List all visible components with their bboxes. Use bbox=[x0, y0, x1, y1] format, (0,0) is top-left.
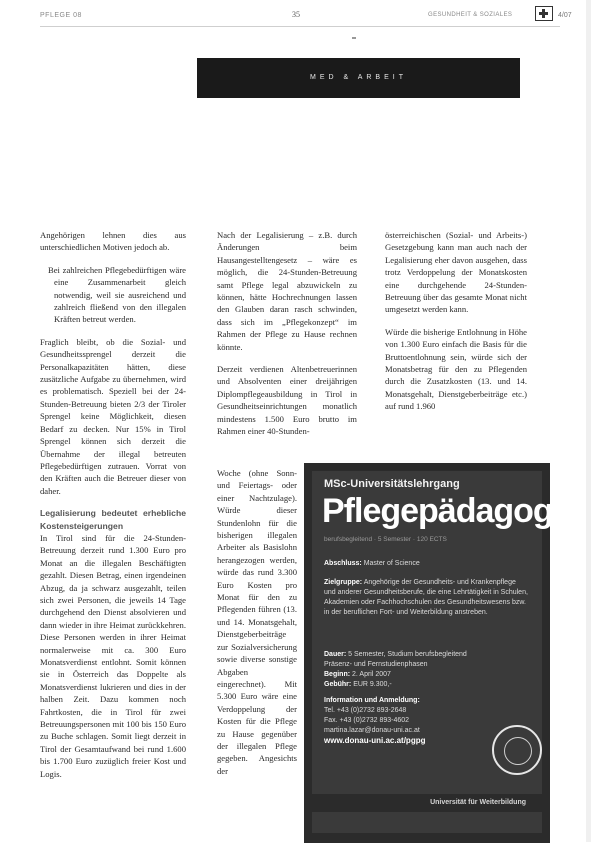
paragraph: österreichischen (Sozial- und Arbeits-) Gesetzgebung kann man auch nach der Legalisierung eher davon ausgehen, dass trotz Verdoppelung der Monatskosten eine durchgehende 24-Stunden-Betreuung über das gesamte Monat nicht umgesetzt werden kann. bbox=[385, 230, 527, 315]
ad-target-label: Zielgruppe: bbox=[324, 579, 363, 586]
ad-degree-label: Abschluss: bbox=[324, 560, 362, 567]
text-column-3 bbox=[385, 229, 527, 423]
page-number: 35 bbox=[292, 10, 300, 19]
page-edge-shadow bbox=[586, 0, 591, 842]
ad-email-link[interactable]: martina.lazar@donau-uni.ac.at bbox=[324, 727, 420, 734]
ad-kicker: MSc-Universitätslehrgang bbox=[324, 478, 460, 490]
section-rubric: MED & ARBEIT bbox=[197, 58, 520, 98]
paragraph: Angehörigen lehnen dies aus unterschiedlichen Motiven jedoch ab. bbox=[40, 230, 186, 253]
course-advertisement bbox=[304, 463, 580, 843]
paragraph: Derzeit verdienen Altenbetreuerinnen und Absolventen einer dreijährigen Diplompflegeausbildung in Tirol in Gesundheitseinrichtungen monatlich mindestens 1.500 Euro brutto im Rahmen einer 40-Stunden- bbox=[217, 364, 357, 437]
ad-degree-value: Master of Science bbox=[363, 560, 420, 567]
ad-dates bbox=[324, 650, 529, 690]
ad-web-link[interactable]: www.donau-uni.ac.at/pgpg bbox=[324, 736, 426, 745]
ad-target-value: Angehörige der Gesundheits- und Krankenpflege und anderer Gesundheitsberufe, die eine Lehrtätigkeit in Schulen, Akademien oder Fachhochschulen des Gesundheitswesens bzw. in der beruflichen Fort- und Weiterbildung anstreben. bbox=[324, 579, 528, 616]
ad-duration-label: Dauer: bbox=[324, 651, 347, 658]
ad-fee-label: Gebühr: bbox=[324, 681, 352, 688]
text-column-2 bbox=[217, 229, 357, 448]
ad-fax: Fax. +43 (0)2732 893-4602 bbox=[324, 717, 410, 724]
paragraph: Nach der Legalisierung – z.B. durch Änderungen beim Hausangestelltengesetz – wäre es möglich, die 24-Stunden-Betreuung samt Pflege legal abzuwickeln zu können, hätte Hochrechnungen lassen den Glauben daran rasch schwinden, dass sich im „Pflegekonzept“ im Rahmen der Pflege zu Hause rechnen könnte. bbox=[217, 230, 357, 352]
ad-title: Pflegepädagogik bbox=[322, 492, 580, 530]
running-head-left: PFLEGE 08 bbox=[40, 12, 82, 19]
ad-phone: Tel. +43 (0)2732 893-2648 bbox=[324, 707, 407, 714]
ad-start-label: Beginn: bbox=[324, 671, 351, 678]
subheading: Legalisierung bedeutet erhebliche Kostensteigerungen bbox=[40, 508, 186, 531]
paragraph: Fraglich bleibt, ob die Sozial- und Gesundheitssprengel derzeit die Personalkapazitäten hätten, diese zusätzliche Aufgabe zu übernehmen, wird es problematisch. Speziell bei der 24-Stunden-Betreuung bieten 2/3 der Tiroler Sprengel keine Möglichkeit, diesen Bedarf zu decken. Nur 15% in Tirol Sprengel können sich derzeit die Übernahme der illegal betreuten Pflegebedürftigen zutrauen. Vorrat von den Kräften auch die Betreuer dieser von daher. bbox=[40, 336, 186, 496]
university-seal-icon bbox=[492, 725, 542, 775]
paragraph: Woche (ohne Sonn- und Feiertags- oder einer Nachtzulage). Würde dieser Stundenlohn für die bisherigen illegalen Arbeiter als Basislohn herangezogen werden, würde das rund 3.300 Euro Kosten pro Monat für den zu Pflegenden führen (13. und 14. Monatsgehalt, Dienstgeberbeiträge zur Sozialversicherung sowie diverse sonstige Abgaben eingerechnet). Mit 5.300 Euro wäre eine Verdoppelung der Kosten für die Pflege zu Hause gegenüber der illegalen Pflege gegeben. Angesichts der bbox=[217, 468, 297, 776]
ad-subtitle: berufsbegleitend · 5 Semester · 120 ECTS bbox=[324, 536, 447, 543]
ad-start-value: 2. April 2007 bbox=[352, 671, 391, 678]
rubric-mark bbox=[352, 37, 356, 39]
header-rule bbox=[40, 26, 560, 27]
ad-duration-value: 5 Semester, Studium berufsbegleitend bbox=[348, 651, 467, 658]
text-column-2-narrow bbox=[217, 467, 297, 787]
ad-fee-value: EUR 9.300,- bbox=[353, 681, 392, 688]
ad-info-label: Information und Anmeldung: bbox=[324, 697, 420, 704]
ad-location: Präsenz- und Fernstudienphasen bbox=[324, 661, 428, 668]
cross-logo-icon bbox=[535, 6, 553, 21]
ad-footer: Universität für Weiterbildung bbox=[312, 794, 542, 812]
ad-target-group bbox=[324, 578, 529, 618]
running-head-right: GESUNDHEIT & SOZIALES bbox=[428, 12, 513, 18]
paragraph: In Tirol sind für die 24-Stunden-Betreuung derzeit rund 1.300 Euro pro Monat an die illegalen Beschäftigten gezahlt. Diesen Betrag, einen irgendeinen Abzug, da ja schwarz ausgezahlt, teilen sich zwei Personen, die jeweils 14 Tage durchgehend den Dienst absolvieren und dann wieder in ihre Heimat zurückkehren. Diese Personen werden in ihrer Heimat normalerweise mit ca. 300 Euro Monatsverdienst entlohnt. Somit können sie in Österreich das Doppelte als Monatsverdienst lukrieren und dies in der halben Zeit. Dazu kommen noch Fahrtkosten, die in Tirol für zwei Betreuungspersonen mit 100 bis 150 Euro zu Buche schlagen. Somit liegt derzeit in Tirol der Gesamtaufwand bei rund 1.600 bis 1.700 Euro zuzüglich freier Kost und Logis. bbox=[40, 532, 186, 779]
text-column-1 bbox=[40, 229, 186, 790]
paragraph: Würde die bisherige Entlohnung in Höhe von 1.300 Euro einfach die Basis für die Bruttoentlohnung sein, würde sich der Monatsbetrag für den zu Pflegenden durch die Zusatzkosten (13. und 14. Monatsgehalt, Dienstgeberbeiträge etc.) auf rund 1.960 bbox=[385, 326, 527, 412]
paragraph: Bei zahlreichen Pflegebedürftigen wäre eine Zusammenarbeit gleich notwendig, weil sie ausreichend und zahlreich fließend von den illegalen Kräften betreut werden. bbox=[48, 264, 186, 325]
ad-degree bbox=[324, 559, 529, 569]
issue-number: 4/07 bbox=[558, 12, 572, 19]
